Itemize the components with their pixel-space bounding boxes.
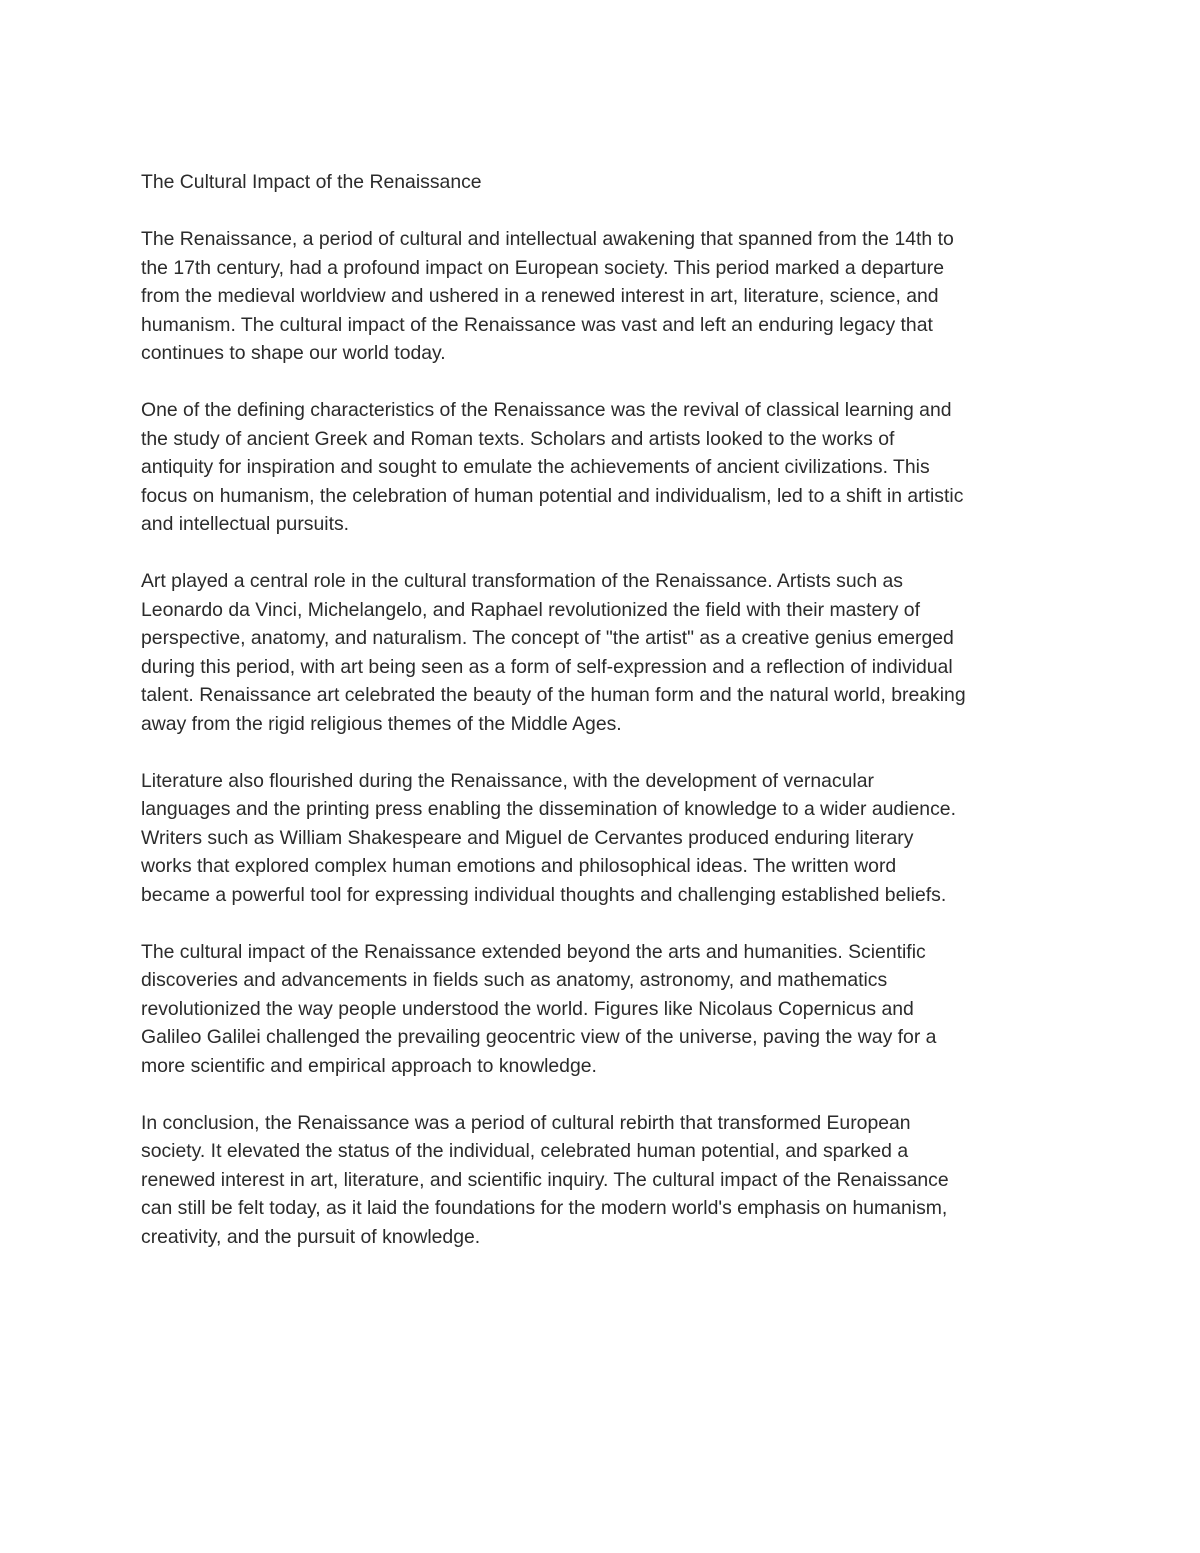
- document-body: [141, 168, 1071, 1280]
- text-line: In conclusion, the Renaissance was a period of cultural rebirth that transformed European: [141, 1111, 911, 1134]
- text-line: Galileo Galilei challenged the prevailing geocentric view of the universe, paving the way for a: [141, 1026, 937, 1048]
- text-line: discoveries and advancements in fields such as anatomy, astronomy, and mathematics: [141, 969, 888, 991]
- text-line: Literature also flourished during the Renaissance, with the development of vernacular: [141, 769, 874, 792]
- paragraph-classical-learning: [141, 396, 1071, 539]
- text-line: the study of ancient Greek and Roman texts. Scholars and artists looked to the works of: [141, 427, 895, 450]
- text-line: perspective, anatomy, and naturalism. The concept of "the artist" as a creative genius emerged: [141, 627, 954, 649]
- text-line: The Renaissance, a period of cultural and intellectual awakening that spanned from the 14th to: [141, 228, 954, 250]
- document-title: The Cultural Impact of the Renaissance: [141, 171, 482, 193]
- text-line: can still be felt today, as it laid the foundations for the modern world's emphasis on humanism,: [141, 1197, 948, 1219]
- text-line: away from the rigid religious themes of the Middle Ages.: [141, 712, 622, 735]
- text-line: One of the defining characteristics of the Renaissance was the revival of classical learning and: [141, 399, 952, 421]
- text-line: Art played a central role in the cultural transformation of the Renaissance. Artists such as: [141, 570, 904, 592]
- text-line: works that explored complex human emotions and philosophical ideas. The written word: [141, 855, 897, 877]
- text-line: during this period, with art being seen as a form of self-expression and a reflection of individual: [141, 655, 953, 678]
- paragraph-conclusion: [141, 1109, 1071, 1252]
- paragraph-art: [141, 567, 1071, 738]
- text-line: more scientific and empirical approach to knowledge.: [141, 1054, 597, 1077]
- text-line: renewed interest in art, literature, and scientific inquiry. The cultural impact of the Renaissance: [141, 1168, 949, 1191]
- text-line: creativity, and the pursuit of knowledge.: [141, 1225, 481, 1248]
- text-line: Writers such as William Shakespeare and Miguel de Cervantes produced enduring literary: [141, 826, 914, 849]
- text-line: Leonardo da Vinci, Michelangelo, and Raphael revolutionized the field with their mastery of: [141, 598, 920, 621]
- text-line: became a powerful tool for expressing individual thoughts and challenging established beliefs.: [141, 883, 947, 906]
- text-line: continues to shape our world today.: [141, 342, 446, 364]
- text-line: and intellectual pursuits.: [141, 513, 350, 535]
- text-line: talent. Renaissance art celebrated the beauty of the human form and the natural world, breaking: [141, 684, 966, 706]
- text-line: revolutionized the way people understood the world. Figures like Nicolaus Copernicus and: [141, 997, 914, 1020]
- text-line: society. It elevated the status of the individual, celebrated human potential, and sparked a: [141, 1140, 909, 1162]
- text-line: focus on humanism, the celebration of human potential and individualism, led to a shift in artistic: [141, 484, 964, 507]
- paragraph-literature: [141, 767, 1071, 910]
- text-line: antiquity for inspiration and sought to emulate the achievements of ancient civilizations. This: [141, 456, 930, 478]
- paragraph-science: [141, 938, 1071, 1081]
- text-line: from the medieval worldview and ushered in a renewed interest in art, literature, science, and: [141, 285, 939, 307]
- paragraph-intro: [141, 225, 1071, 368]
- text-line: languages and the printing press enabling the dissemination of knowledge to a wider audience.: [141, 798, 956, 820]
- text-line: humanism. The cultural impact of the Renaissance was vast and left an enduring legacy that: [141, 313, 933, 336]
- text-line: The cultural impact of the Renaissance extended beyond the arts and humanities. Scientific: [141, 940, 926, 963]
- text-line: the 17th century, had a profound impact on European society. This period marked a departure: [141, 256, 945, 279]
